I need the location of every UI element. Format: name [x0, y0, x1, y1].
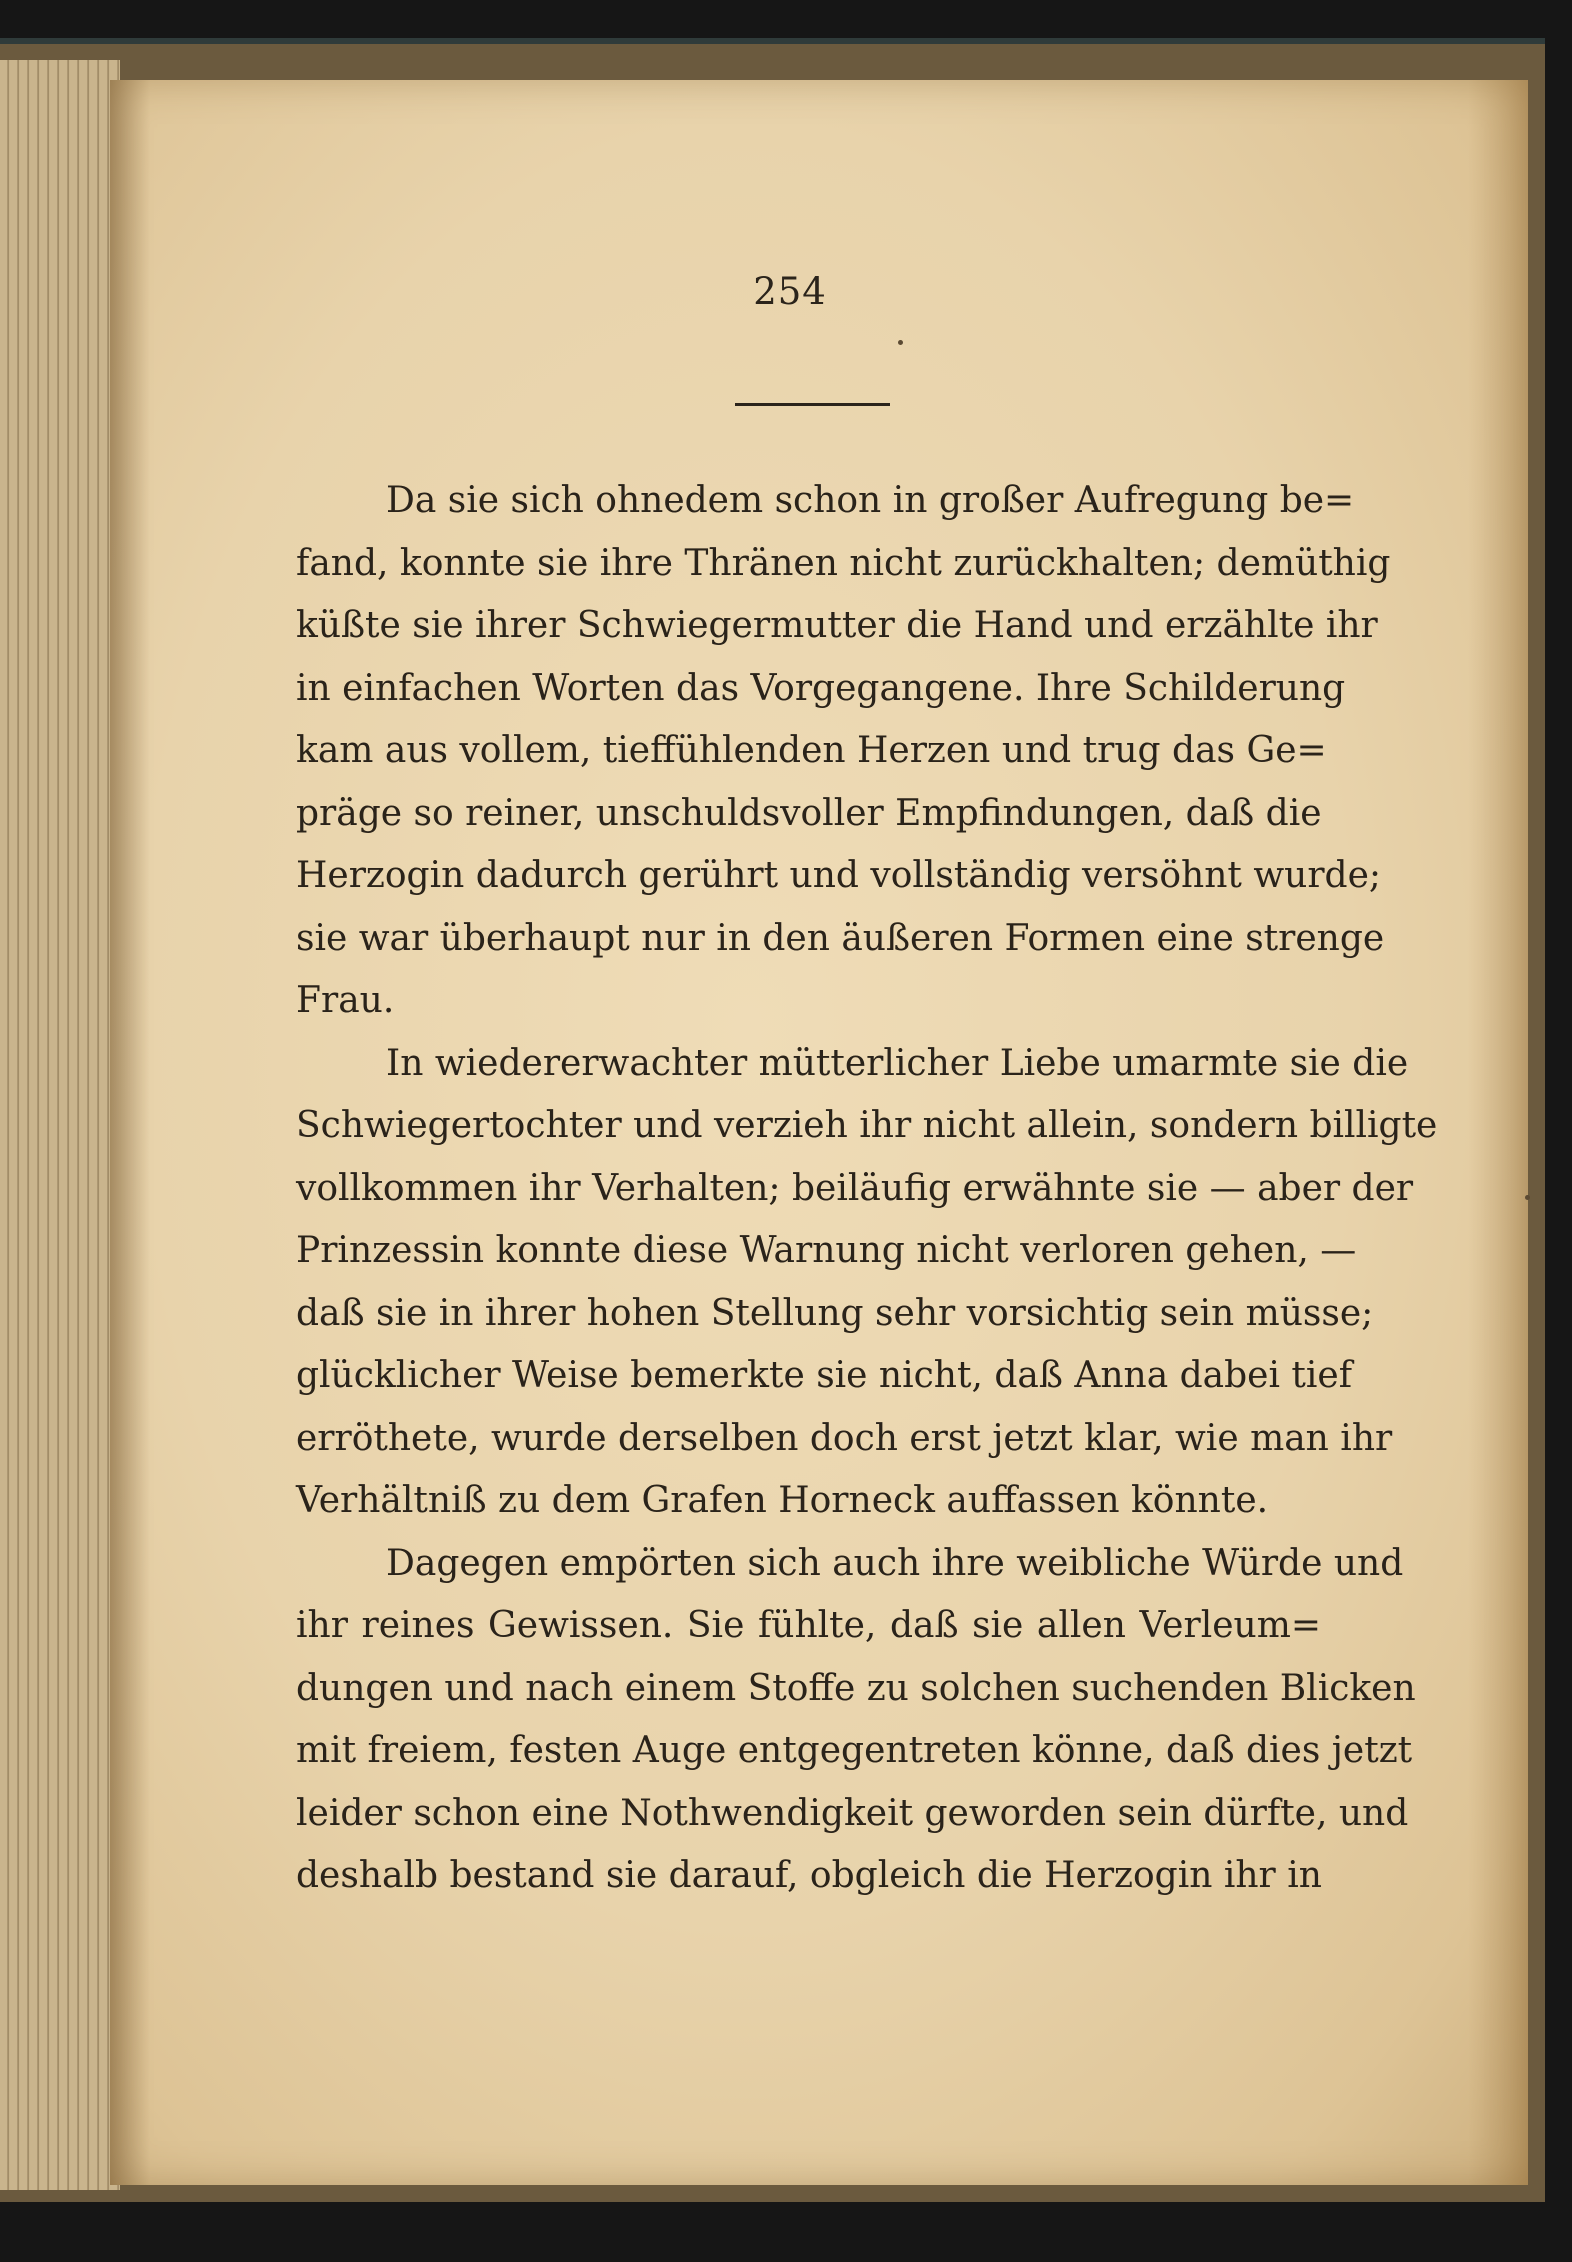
paper-speck [1525, 1195, 1530, 1200]
text-line: Da sie sich ohnedem schon in großer Aufregung be= [386, 480, 1355, 521]
text-line: daß sie in ihrer hohen Stellung sehr vorsichtig sein müsse; [296, 1292, 1374, 1334]
gutter-shade [110, 80, 150, 2185]
text-line: präge so reiner, unschuldsvoller Empfindungen, daß die [296, 792, 1322, 834]
text-line: vollkommen ihr Verhalten; beiläufig erwähnte sie — aber der [296, 1167, 1414, 1209]
text-line: dungen und nach einem Stoffe zu solchen suchenden Blicken [296, 1667, 1416, 1709]
text-line: kam aus vollem, tieffühlenden Herzen und trug das Ge= [296, 730, 1327, 771]
text-line: leider schon eine Nothwendigkeit geworden sein dürfte, und [296, 1792, 1409, 1834]
text-line: deshalb bestand sie darauf, obgleich die Herzogin ihr in [296, 1855, 1322, 1896]
paragraph-3 [296, 1533, 1416, 1908]
text-line: küßte sie ihrer Schwiegermutter die Hand und erzählte ihr [296, 605, 1378, 646]
text-line: Schwiegertochter und verzieh ihr nicht allein, sondern billigte [296, 1105, 1438, 1146]
text-line: in einfachen Worten das Vorgegangene. Ihre Schilderung [296, 667, 1346, 709]
text-line: mit freiem, festen Auge entgegentreten könne, daß dies jetzt [296, 1730, 1413, 1771]
page-number: 254 [753, 270, 827, 313]
page-edge-shade [1468, 80, 1528, 2185]
previous-page-edges [0, 60, 120, 2190]
paragraph-1 [296, 470, 1391, 1033]
text-line: ihr reines Gewissen. Sie fühlte, daß sie allen Verleum= [296, 1605, 1321, 1646]
body-text [296, 470, 1438, 1908]
text-line: In wiedererwachter mütterlicher Liebe umarmte sie die [386, 1042, 1409, 1084]
paper-speck [898, 340, 903, 345]
text-line: fand, konnte sie ihre Thränen nicht zurückhalten; demüthig [296, 542, 1391, 584]
text-line: Herzogin dadurch gerührt und vollständig versöhnt wurde; [296, 855, 1382, 896]
text-line: Verhältniß zu dem Grafen Horneck auffassen könnte. [296, 1480, 1269, 1521]
text-line: Prinzessin konnte diese Warnung nicht verloren gehen, — [296, 1230, 1357, 1271]
text-line: sie war überhaupt nur in den äußeren Formen eine strenge [296, 917, 1385, 959]
text-line: glücklicher Weise bemerkte sie nicht, daß Anna dabei tief [296, 1355, 1353, 1396]
text-line: Dagegen empörten sich auch ihre weibliche Würde und [386, 1542, 1404, 1584]
text-line: erröthete, wurde derselben doch erst jetzt klar, wie man ihr [296, 1417, 1393, 1459]
paragraph-2 [296, 1033, 1438, 1533]
header-rule [735, 403, 890, 406]
text-line: Frau. [296, 980, 395, 1021]
